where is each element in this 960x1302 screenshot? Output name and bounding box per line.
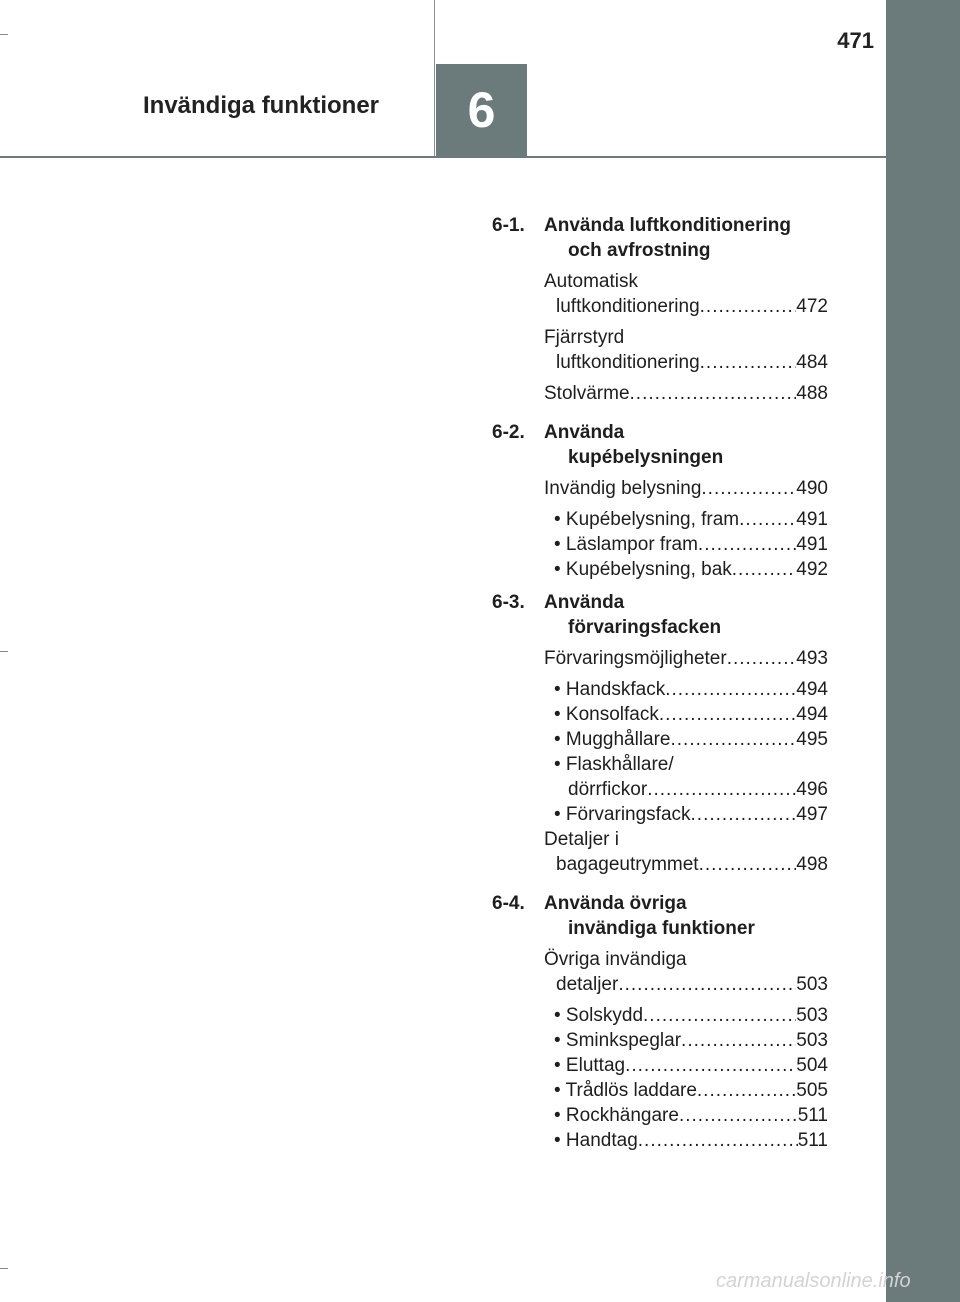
entry-leader-line — [544, 1103, 828, 1128]
section-title-line: Använda luftkonditionering — [544, 215, 791, 236]
page-ref: 494 — [796, 704, 828, 725]
toc-entry — [544, 947, 828, 997]
entry-text-line: Övriga invändiga — [544, 949, 687, 970]
chapter-title: Invändiga funktioner — [143, 92, 380, 119]
section-title-line: invändiga funktioner — [568, 918, 755, 939]
entry-text-line: Detaljer i — [544, 829, 619, 850]
entry-text: Stolvärme — [544, 383, 630, 404]
dot-leader — [697, 1078, 796, 1103]
section-title-line: Använda — [544, 422, 625, 443]
toc-entry — [544, 646, 828, 671]
dot-leader — [700, 350, 797, 375]
entry-text: luftkonditionering — [556, 352, 700, 373]
page-ref: 484 — [796, 352, 828, 373]
page-ref: 503 — [796, 1030, 828, 1051]
dot-leader — [618, 972, 796, 997]
section-number: 6-3. — [492, 592, 525, 613]
entry-leader-line — [544, 972, 828, 997]
entry-leader-line — [544, 350, 828, 375]
section-spacer — [492, 883, 828, 885]
entry-text-line: Automatisk — [544, 271, 638, 292]
section-title — [544, 891, 828, 941]
section-title-line: kupébelysningen — [568, 447, 724, 468]
section-heading — [492, 213, 828, 263]
entry-leader-line — [544, 727, 828, 752]
entry-text: • Läslampor fram — [554, 534, 698, 555]
dot-leader — [699, 852, 797, 877]
toc-sub-entry — [544, 507, 828, 532]
section-title-line: Använda — [544, 592, 625, 613]
toc-sub-entry — [544, 677, 828, 702]
entry-text: • Handskfack — [554, 679, 666, 700]
section-title-line: Använda övriga — [544, 893, 687, 914]
dot-leader — [679, 1103, 798, 1128]
page-ref: 505 — [796, 1080, 828, 1101]
section-spacer — [492, 1153, 828, 1155]
section-spacer — [492, 412, 828, 414]
entry-text: • Förvaringsfack — [554, 804, 691, 825]
dot-leader — [727, 646, 797, 671]
toc-sub-entry — [544, 727, 828, 752]
toc-section — [492, 590, 828, 885]
toc-sub-entry — [544, 1028, 828, 1053]
dot-leader — [701, 476, 796, 501]
page-ref: 472 — [796, 296, 828, 317]
entry-leader-line — [544, 1078, 828, 1103]
toc-sub-entry — [544, 1128, 828, 1153]
toc-sub-entry — [544, 1003, 828, 1028]
dot-leader — [700, 294, 797, 319]
toc-sub-entry — [544, 1053, 828, 1078]
entry-leader-line — [544, 294, 828, 319]
entry-leader-line — [544, 646, 828, 671]
dot-leader — [681, 1028, 796, 1053]
toc-sub-entry — [544, 1078, 828, 1103]
entry-leader-line — [544, 677, 828, 702]
table-of-contents — [492, 213, 828, 1161]
section-number: 6-1. — [492, 215, 525, 236]
entry-text: • Sminkspeglar — [554, 1030, 682, 1051]
dot-leader — [630, 381, 797, 406]
dot-leader — [638, 1128, 798, 1153]
page-ref: 493 — [796, 648, 828, 669]
crop-mark — [0, 34, 8, 35]
section-title — [544, 420, 828, 470]
entry-leader-line — [544, 702, 828, 727]
page-ref: 511 — [797, 1130, 828, 1151]
entry-text: • Handtag — [554, 1130, 638, 1151]
page-ref: 497 — [796, 804, 828, 825]
entry-leader-line — [544, 1053, 828, 1078]
dot-leader — [732, 557, 797, 582]
chapter-side-tab — [886, 0, 960, 1302]
entry-text: • Kupébelysning, bak — [554, 559, 732, 580]
chapter-number-box — [436, 64, 527, 156]
entry-text: • Trådlös laddare — [554, 1080, 697, 1101]
dot-leader — [671, 727, 797, 752]
toc-entry — [544, 269, 828, 319]
dot-leader — [739, 507, 796, 532]
entry-leader-line — [544, 1128, 828, 1153]
entry-text: • Konsolfack — [554, 704, 659, 725]
toc-entry — [544, 325, 828, 375]
toc-section — [492, 213, 828, 414]
entry-leader-line — [544, 777, 828, 802]
page-ref: 503 — [796, 974, 828, 995]
page-ref: 503 — [796, 1005, 828, 1026]
entry-text: Invändig belysning — [544, 478, 702, 499]
toc-sub-entry — [544, 1103, 828, 1128]
section-title-line: och avfrostning — [568, 240, 711, 261]
toc-entry — [544, 381, 828, 406]
entry-leader-line — [544, 852, 828, 877]
dot-leader — [647, 777, 796, 802]
toc-sub-entry — [544, 557, 828, 582]
section-title — [544, 590, 828, 640]
entry-text: • Solskydd — [554, 1005, 644, 1026]
page-ref: 511 — [797, 1105, 828, 1126]
header-divider — [434, 0, 435, 156]
toc-sub-entry — [544, 802, 828, 827]
toc-sub-entry — [544, 532, 828, 557]
entry-leader-line — [544, 476, 828, 501]
header-rule — [0, 156, 886, 158]
page-ref: 492 — [796, 559, 828, 580]
toc-section — [492, 420, 828, 584]
page-number: 471 — [837, 28, 874, 53]
toc-entry — [544, 476, 828, 501]
entry-leader-line — [544, 802, 828, 827]
section-title — [544, 213, 828, 263]
page-ref: 504 — [796, 1055, 828, 1076]
page-ref: 488 — [796, 383, 828, 404]
page-ref: 491 — [796, 509, 828, 530]
entry-leader-line — [544, 1028, 828, 1053]
section-number: 6-4. — [492, 893, 525, 914]
entry-text: Förvaringsmöjligheter — [544, 648, 727, 669]
toc-section — [492, 891, 828, 1155]
dot-leader — [659, 702, 796, 727]
crop-mark — [0, 651, 8, 652]
dot-leader — [643, 1003, 796, 1028]
section-title-line: förvaringsfacken — [568, 617, 722, 638]
entry-text: detaljer — [556, 974, 619, 995]
dot-leader — [698, 532, 796, 557]
toc-sub-entry — [544, 752, 828, 802]
page-ref: 495 — [796, 729, 828, 750]
entry-text: • Eluttag — [554, 1055, 626, 1076]
page-ref: 491 — [796, 534, 828, 555]
page-ref: 498 — [796, 854, 828, 875]
section-heading — [492, 420, 828, 470]
section-heading — [492, 891, 828, 941]
section-number: 6-2. — [492, 422, 525, 443]
entry-text: • Rockhängare — [554, 1105, 679, 1126]
dot-leader — [625, 1053, 796, 1078]
chapter-number: 6 — [467, 82, 496, 138]
page-ref: 490 — [796, 478, 828, 499]
entry-leader-line — [544, 507, 828, 532]
toc-entry — [544, 827, 828, 877]
page-ref: 496 — [796, 779, 828, 800]
entry-text-line: Fjärrstyrd — [544, 327, 625, 348]
entry-text: luftkonditionering — [556, 296, 700, 317]
entry-leader-line — [544, 532, 828, 557]
entry-leader-line — [544, 381, 828, 406]
section-spacer — [492, 582, 828, 584]
dot-leader — [691, 802, 797, 827]
page-ref: 494 — [796, 679, 828, 700]
entry-text: • Mugghållare — [554, 729, 671, 750]
toc-sub-entry — [544, 702, 828, 727]
entry-text: bagageutrymmet — [556, 854, 699, 875]
footer-watermark: carmanualsonline.info — [716, 1270, 911, 1292]
dot-leader — [665, 677, 796, 702]
entry-text: dörrfickor — [568, 779, 648, 800]
section-heading — [492, 590, 828, 640]
entry-text-line: • Flaskhållare/ — [554, 754, 674, 775]
crop-mark — [0, 1268, 8, 1269]
entry-leader-line — [544, 1003, 828, 1028]
entry-leader-line — [544, 557, 828, 582]
entry-text: • Kupébelysning, fram — [554, 509, 740, 530]
